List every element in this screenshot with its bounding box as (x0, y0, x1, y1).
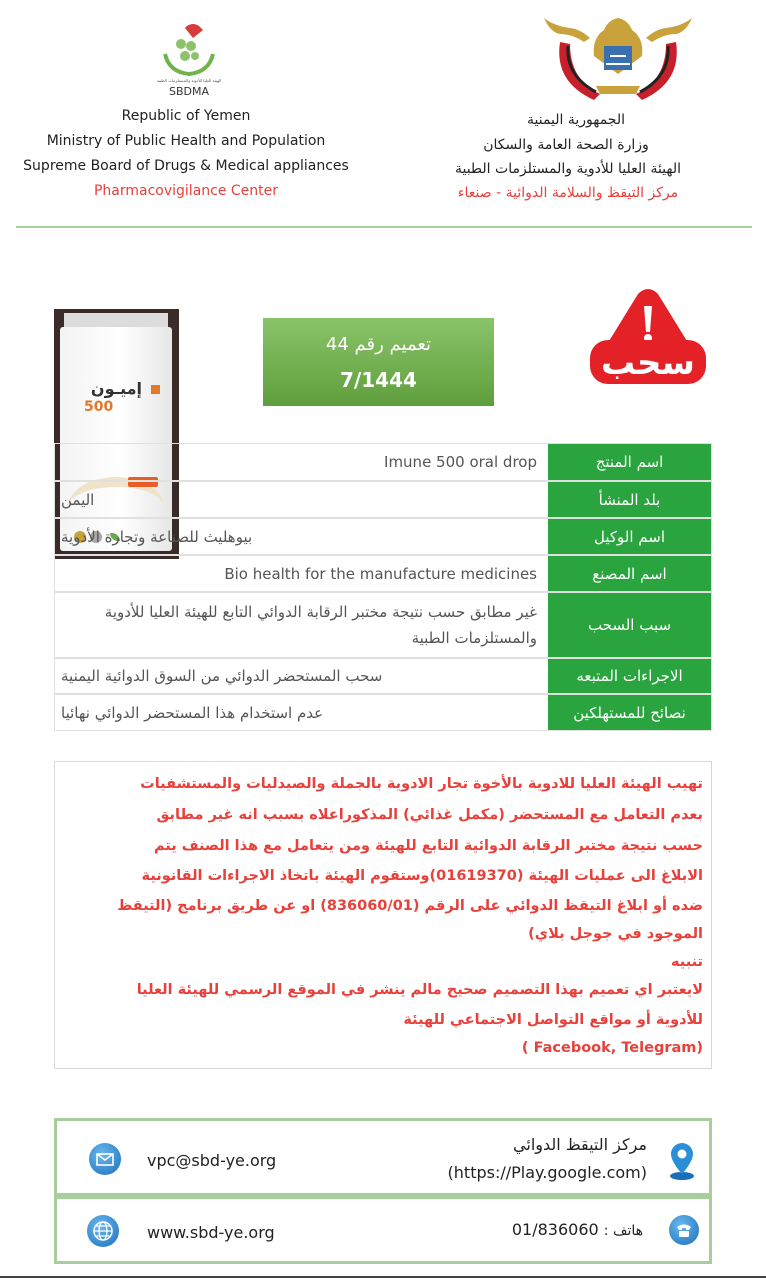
phone-icon (669, 1215, 699, 1245)
row-value-manufacturer: Bio health for the manufacture medicines (224, 564, 537, 583)
location-pin-icon (665, 1141, 699, 1181)
notice-line: الموجود في جوجل بلاي) (528, 926, 703, 942)
table-row (54, 518, 712, 555)
sbdma-logo (130, 22, 248, 100)
notice-line: لايعتبر اي تعميم بهذا التصميم صحيح مالم ينشر في الموقع الرسمي للهيئة العليا (136, 982, 703, 998)
notice-box (54, 761, 712, 1069)
app-link[interactable]: (https://Play.google.com) (447, 1163, 647, 1182)
withdraw-warning-sign (586, 288, 710, 386)
header-divider (16, 226, 752, 228)
phone-number: 01/836060 (511, 1220, 599, 1239)
row-label-product-name: اسم المنتج (547, 444, 711, 480)
bottom-divider (0, 1276, 766, 1278)
header-ar-line-2: وزارة الصحة العامة والسكان (483, 137, 649, 153)
yemen-emblem (540, 12, 696, 108)
phone-label: هاتف : (603, 1223, 643, 1239)
row-value-withdraw-reason: غير مطابق حسب نتيجة مختبر الرقابة الدوائي التابع للهيئة العليا للأدوية والمستلزمات الطبية (104, 603, 537, 647)
table-row (54, 658, 712, 694)
row-label-manufacturer: اسم المصنع (547, 556, 711, 591)
row-label-consumer-advice: نصائح للمستهلكين (547, 695, 711, 730)
row-value-actions: سحب المستحضر الدوائي من السوق الدوائية اليمنية (61, 667, 383, 685)
phone-row[interactable] (512, 1220, 643, 1239)
row-label-actions: الاجراءات المتبعه (547, 659, 711, 693)
circular-number: 7/1444 (340, 368, 417, 392)
app-name: مركز التيقظ الدوائي (513, 1135, 647, 1154)
circular-number-box (263, 318, 494, 406)
website-link[interactable]: www.sbd-ye.org (147, 1223, 275, 1242)
table-row (54, 592, 712, 658)
table-row (54, 481, 712, 518)
notice-line: للأدوية أو مواقع التواصل الاجتماعي للهيئة (403, 1012, 703, 1028)
header-ar-line-3: الهيئة العليا للأدوية والمستلزمات الطبية (454, 161, 682, 177)
notice-line: ضده أو ابلاغ التيقظ الدوائي على الرقم (836060/01) او عن طريق برنامج (التيقظ (117, 898, 703, 914)
withdraw-label: سحب (601, 343, 695, 383)
header-en-line-4: Pharmacovigilance Center (93, 183, 279, 199)
notice-line: تهيب الهيئة العليا للادوية بالأخوة تجار الادوية بالجملة والصيدليات والمستشفيات (140, 776, 703, 792)
contact-box-email-app (54, 1118, 712, 1196)
header-en-line-1: Republic of Yemen (121, 108, 251, 124)
product-brand: إميـون (90, 379, 142, 398)
table-row (54, 443, 712, 481)
svg-text:الهيئة العليا للأدوية والمستلز: الهيئة العليا للأدوية والمستلزمات الطبية (156, 78, 222, 83)
email-icon (89, 1143, 121, 1175)
table-row (54, 694, 712, 731)
contact-box-web-phone (54, 1196, 712, 1264)
row-label-withdraw-reason: سبب السحب (547, 593, 711, 657)
notice-line: بعدم التعامل مع المستحضر (مكمل غذائي) المذكوراعلاه بسبب انه غير مطابق (156, 807, 703, 823)
row-value-consumer-advice: عدم استخدام هذا المستحضر الدوائي نهائيا (61, 703, 324, 722)
logo-text: SBDMA (168, 85, 210, 98)
table-row (54, 555, 712, 592)
notice-heading: تنبيه (671, 954, 703, 970)
header-en-line-3: Supreme Board of Drugs & Medical appliances (23, 158, 349, 174)
notice-line: حسب نتيجة مختبر الرقابة الدوائية التابع للهيئة ومن يتعامل مع هذا الصنف يتم (153, 838, 703, 854)
notice-line: ( Facebook, Telegram) (521, 1040, 703, 1056)
product-strength: 500 (84, 399, 114, 415)
email-link[interactable]: vpc@sbd-ye.org (147, 1151, 277, 1170)
circular-title: تعميم رقم 44 (325, 334, 432, 355)
row-label-origin: بلد المنشأ (547, 482, 711, 517)
row-label-agent: اسم الوكيل (547, 519, 711, 554)
notice-line: الابلاغ الى عمليات الهيئة (01619370)وستقوم الهيئة باتخاذ الاجراءات القانونية (141, 868, 703, 884)
header-ar-line-1: الجمهورية اليمنية (526, 112, 625, 128)
row-value-origin: اليمن (61, 490, 95, 509)
row-value-product-name: Imune 500 oral drop (384, 453, 537, 471)
header-ar-line-4: مركز التيقظ والسلامة الدوائية - صنعاء (457, 185, 679, 201)
globe-icon (87, 1215, 119, 1247)
row-value-agent: بيوهليث للصناعة وتجارة الأدوية (61, 527, 253, 546)
header-en-line-2: Ministry of Public Health and Population (46, 133, 326, 149)
